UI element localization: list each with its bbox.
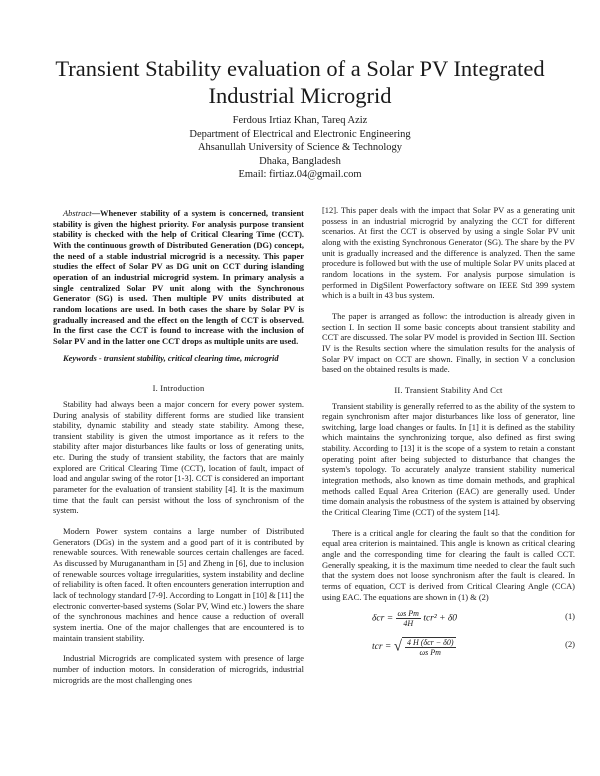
equation-2-radicand bbox=[402, 637, 456, 657]
left-column bbox=[53, 208, 304, 685]
paragraph: Stability had always been a major concern for every power system. During analysis of stability different forms are studied like transient stability, dynamic stability and steady state stability. Among these, transient stability is given the utmost importance as it refers to the stability after major disturbances like faults or loss of generating units, etc. During the study of transient stability, the factors that are mainly explored are Critical Clearing Time (CCT), location of fault, impact of load and angular swing of the rotor [1-3]. CCT is considered an important parameter for the evaluation of transient stability [4]. It is the maximum time that the fault can persist without the loss of synchronism of the system. bbox=[53, 398, 304, 516]
equation-1-numerator: ωs Pm bbox=[397, 609, 419, 619]
author-university: Ahsanullah University of Science & Technology bbox=[197, 142, 403, 154]
equation-1-rest: tcr² + δ0 bbox=[423, 614, 458, 624]
keywords: Keywords - transient stability, critical clearing time, microgrid bbox=[63, 352, 279, 363]
paragraph: Transient stability is generally referred to as the ability of the system to regain synchronism after major disturbances like loss of generator, line switching, large load changes or faults. In [1] it is defined as the stability which maintains the synchronizing torque, also defined as first swing stability. According to [13] it is the scope of a system to retain a constant operating point after being subjected to disturbance that changes the system's topology. To accurately analyze transient stability numerical integration methods, also known as time domain methods, and graphical methods called Equal Area Criterion (EAC) are generally used. Under time domain analysis the robustness of the system is attained by observing the Critical Clearing Time (CCT) of the system [14]. bbox=[322, 400, 575, 518]
abstract-lead: Abstract bbox=[63, 208, 92, 218]
paragraph: There is a critical angle for clearing the fault so that the condition for equal area criterion is maintained. This angle is known as critical clearing angle and the corresponding time for clearing the fault is called CCT. Generally speaking, it is the maximum time needed to clear the fault such that the system does not loose synchronism after the fault is cleared. In terms of equation, CCT is derived from Critical Clearing Angle (CCA) using EAC. The equations are shown in (1) & (2) bbox=[322, 527, 575, 602]
author-department: Department of Electrical and Electronic Engineering bbox=[189, 128, 411, 140]
equation-1-fraction bbox=[396, 609, 421, 628]
equation-2-denominator: ωs Pm bbox=[419, 648, 441, 658]
sqrt-symbol: √ bbox=[393, 638, 402, 655]
equation-2-fraction bbox=[405, 638, 456, 657]
paper-title: Transient Stability evaluation of a Solar PV Integrated Industrial Microgrid bbox=[55, 56, 545, 108]
abstract-body: —Whenever stability of a system is concerned, transient stability is given the highest priority. For analysis purpose transient stability is checked with the help of Critical Clearing Time (CCT). With the continuous growth of Distributed Generation (DG) concept, the need of a stable industrial microgrid is a necessity. This paper studies the effect of Solar PV as DG unit on CCT during islanding operation of an industrial microgrid system. In primary analysis a single centralized Solar PV unit along with the Synchronous Generator (SG) is used. Then multiple PV units distributed at random locations are used. In both cases the share by Solar PV is gradually increased and the effect on the length of CCT is observed. In the first case the CCT is found to increase with the inclusion of Solar PV and in the latter one CCT drops as multiple units are used. bbox=[53, 208, 304, 346]
equation-1-lhs: δcr = bbox=[372, 614, 394, 624]
paragraph: [12]. This paper deals with the impact that Solar PV as a generating unit possess in an industrial microgrid by analyzing the CCT for different scenarios. At first the CCT is observed by using a single Solar PV unit along with the existing Synchronous Generator (SG). The share by the PV unit is gradually increased and the difference is analyzed. Then the same procedure is followed but with the use of multiple Solar PV units placed at random locations in the system. For analysis purpose simulation is performed in DigSilent Powerfactory software on IEEE Std 399 system which is a built in 43 bus system. bbox=[322, 205, 575, 301]
paragraph: Industrial Microgrids are complicated system with presence of large number of induction motors. In consideration of microgrids, industrial microgrids are the most challenging ones bbox=[53, 653, 304, 685]
paragraph: The paper is arranged as follow: the introduction is already given in section I. In section II some basic concepts about transient stability and CCT are discussed. The solar PV model is provided in Section III. Section IV is the Results section where the simulation results for the analysis of Solar PV impact on CCT are shown. Finally, in section V a conclusion based on the obtained results is made. bbox=[322, 310, 575, 375]
section-heading-transient-stability: II. Transient Stability And Cct bbox=[394, 384, 503, 395]
equation-1 bbox=[322, 606, 575, 630]
equation-2-expression bbox=[372, 637, 456, 657]
right-column bbox=[322, 205, 575, 662]
author-email: Email: firtiaz.04@gmail.com bbox=[238, 169, 362, 181]
abstract bbox=[53, 208, 304, 347]
equation-2-lhs: tcr = bbox=[372, 642, 392, 653]
equation-1-denominator: 4H bbox=[403, 619, 414, 629]
paragraph: Modern Power system contains a large number of Distributed Generators (DGs) in the system and a good part of it is contributed by renewable sources. With renewable sources certain challenges are faced. As discussed by Muruganantham in [5] and Zheng in [6], due to inclusion of renewable sources voltage irregularities, system instability and decline of reliability is often faced. It often encounters generation interruption and lack of technology standard [7-9]. According to Longatt in [10] & [11] the electronic converter-based systems (Solar PV, Wind etc.) lowers the share of the synchronous machines and hence cause a reduction of overall system inertia. One of the major challenges that are encountered is to maintain transient stability. bbox=[53, 526, 304, 643]
author-block bbox=[40, 114, 560, 182]
equation-1-number: (1) bbox=[565, 611, 575, 622]
equation-2-numerator: 4 H (δcr − δ0) bbox=[406, 638, 454, 648]
section-heading-introduction: I. Introduction bbox=[152, 383, 205, 394]
equation-1-expression bbox=[372, 609, 457, 628]
equation-2-number: (2) bbox=[565, 639, 575, 650]
author-location: Dhaka, Bangladesh bbox=[259, 155, 341, 167]
author-names: Ferdous Irtiaz Khan, Tareq Aziz bbox=[232, 115, 368, 126]
equation-2 bbox=[322, 634, 575, 662]
